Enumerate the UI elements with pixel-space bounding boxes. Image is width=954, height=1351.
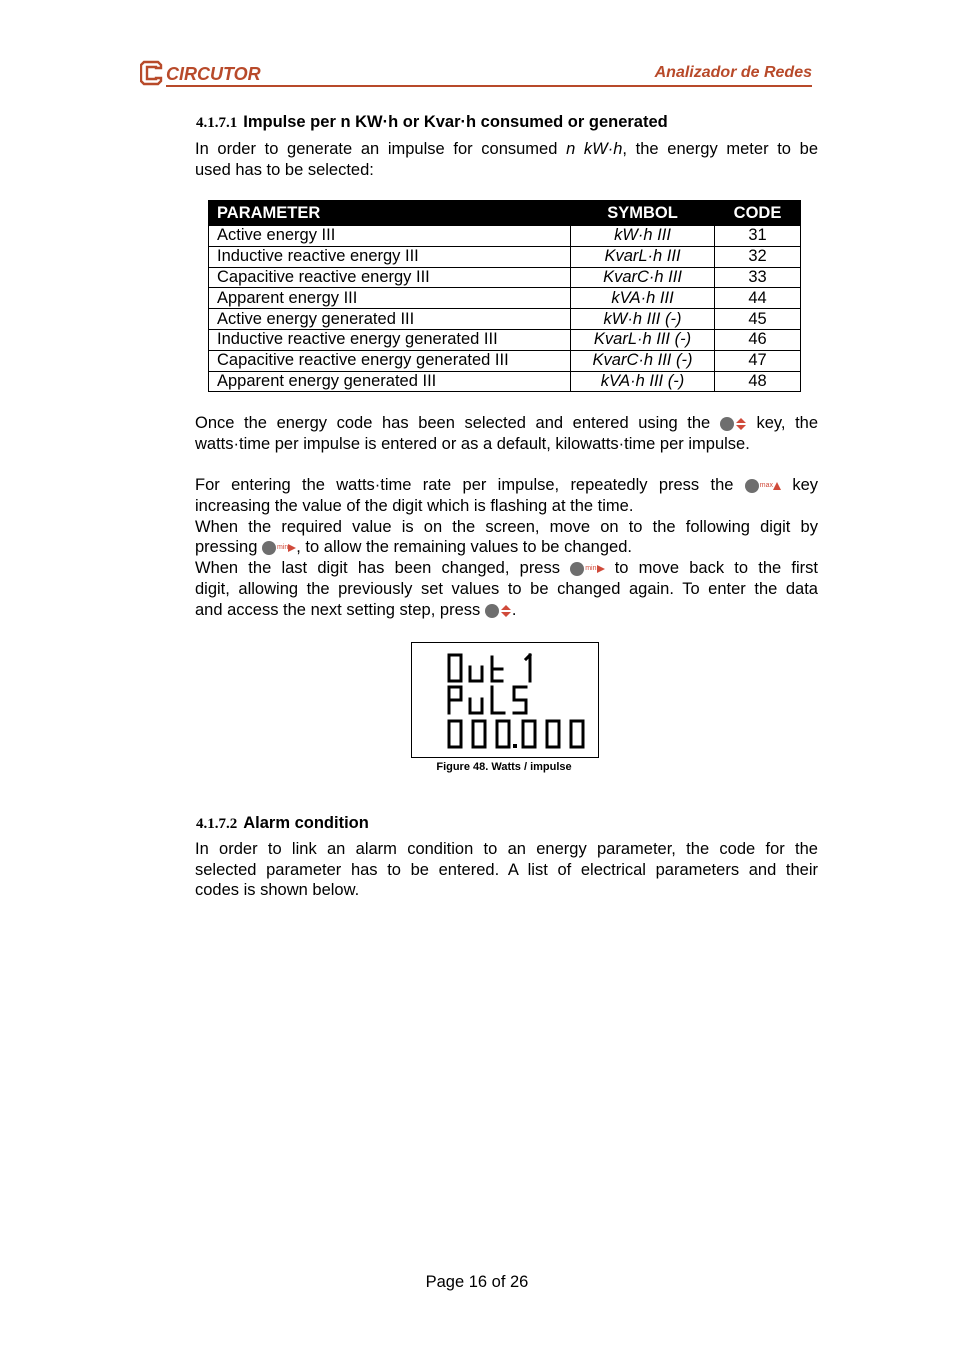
table-row [209, 267, 801, 288]
page-number: Page 16 of 26 [425, 1273, 529, 1291]
circutor-logo [140, 58, 280, 88]
cell-code: 32 [715, 246, 801, 267]
cell-code: 31 [715, 226, 801, 247]
intro-paragraph [195, 139, 818, 180]
text-span: Once the energy code has been selected and entered using the [195, 414, 711, 432]
cell-symbol: kW·h III [571, 226, 715, 247]
figure-caption: Figure 48. Watts / impulse [436, 761, 572, 773]
header-divider [166, 85, 812, 87]
column-header-parameter: PARAMETER [209, 201, 571, 226]
table-row [209, 350, 801, 371]
cell-parameter: Inductive reactive energy III [209, 246, 571, 267]
text-span: . [511, 600, 517, 619]
cell-code: 47 [715, 350, 801, 371]
text-line: codes is shown below. [195, 881, 360, 899]
cell-code: 46 [715, 329, 801, 350]
column-header-symbol: SYMBOL [571, 201, 715, 226]
text-line: selected parameter has to be entered. A list of electrical parameters and their [195, 860, 818, 879]
alarm-paragraph [195, 839, 818, 901]
min-key-icon: min [262, 537, 296, 558]
text-span: For entering the watts·time rate per impulse, repeatedly press the [195, 476, 734, 494]
table-header-row [209, 201, 801, 226]
intro-line2: used has to be selected: [195, 160, 374, 179]
cell-code: 44 [715, 288, 801, 309]
intro-text: In order to generate an impulse for consumed [195, 140, 558, 158]
lcd-segments [412, 643, 598, 757]
table-row [209, 371, 801, 392]
energy-code-paragraph [195, 413, 818, 454]
cell-parameter: Capacitive reactive energy III [209, 267, 571, 288]
cell-symbol: KvarC·h III [571, 267, 715, 288]
svg-text:CIRCUTOR: CIRCUTOR [166, 64, 261, 84]
intro-italic: n kW·h [566, 140, 623, 158]
cell-symbol: KvarC·h III (-) [571, 350, 715, 371]
section-heading-alarm [196, 814, 369, 833]
text-line: watts·time per impulse is entered or as a default, kilowatts·time per impulse. [195, 434, 750, 453]
energy-parameter-table [208, 200, 801, 392]
section-number: 4.1.7.2 [196, 816, 238, 832]
section-heading-impulse [196, 113, 668, 132]
cell-parameter: Apparent energy III [209, 288, 571, 309]
entering-rate-paragraph [195, 475, 818, 621]
intro-text-tail: , the energy meter to be [622, 140, 818, 158]
section-title: Impulse per n KW·h or Kvar·h consumed or generated [243, 113, 668, 131]
header-title: Analizador de Redes [654, 64, 812, 81]
cell-parameter: Active energy generated III [209, 309, 571, 330]
cell-code: 45 [715, 309, 801, 330]
text-line: When the required value is on the screen, move on to the following digit by [195, 517, 818, 536]
text-span: and access the next setting step, press [195, 600, 481, 619]
lcd-display-figure [411, 642, 599, 758]
text-span: , to allow the remaining values to be changed. [296, 538, 632, 557]
enter-key-icon [720, 413, 747, 434]
cell-parameter: Inductive reactive energy generated III [209, 329, 571, 350]
cell-parameter: Apparent energy generated III [209, 371, 571, 392]
cell-code: 48 [715, 371, 801, 392]
cell-symbol: kW·h III (-) [571, 309, 715, 330]
table-row [209, 226, 801, 247]
section-title: Alarm condition [243, 814, 369, 832]
text-line: In order to link an alarm condition to an energy parameter, the code for the [195, 840, 818, 858]
table-row [209, 246, 801, 267]
min-key-icon: min [570, 558, 604, 579]
text-span: key [792, 476, 818, 494]
cell-symbol: KvarL·h III [571, 246, 715, 267]
cell-code: 33 [715, 267, 801, 288]
text-span: When the last digit has been changed, press [195, 559, 560, 578]
cell-symbol: KvarL·h III (-) [571, 329, 715, 350]
cell-symbol: kVA·h III [571, 288, 715, 309]
table-row [209, 309, 801, 330]
enter-key-icon [485, 600, 512, 621]
table-row [209, 329, 801, 350]
column-header-code: CODE [715, 201, 801, 226]
table-row [209, 288, 801, 309]
section-number: 4.1.7.1 [196, 115, 238, 131]
text-line: increasing the value of the digit which is flashing at the time. [195, 497, 634, 516]
max-key-icon: max [745, 475, 781, 496]
text-span: pressing [195, 538, 258, 557]
cell-symbol: kVA·h III (-) [571, 371, 715, 392]
cell-parameter: Capacitive reactive energy generated III [209, 350, 571, 371]
text-span: to move back to the first [614, 559, 818, 578]
text-line: digit, allowing the previously set values to be changed again. To enter the data [195, 580, 818, 599]
cell-parameter: Active energy III [209, 226, 571, 247]
text-span: key, the [756, 414, 819, 432]
